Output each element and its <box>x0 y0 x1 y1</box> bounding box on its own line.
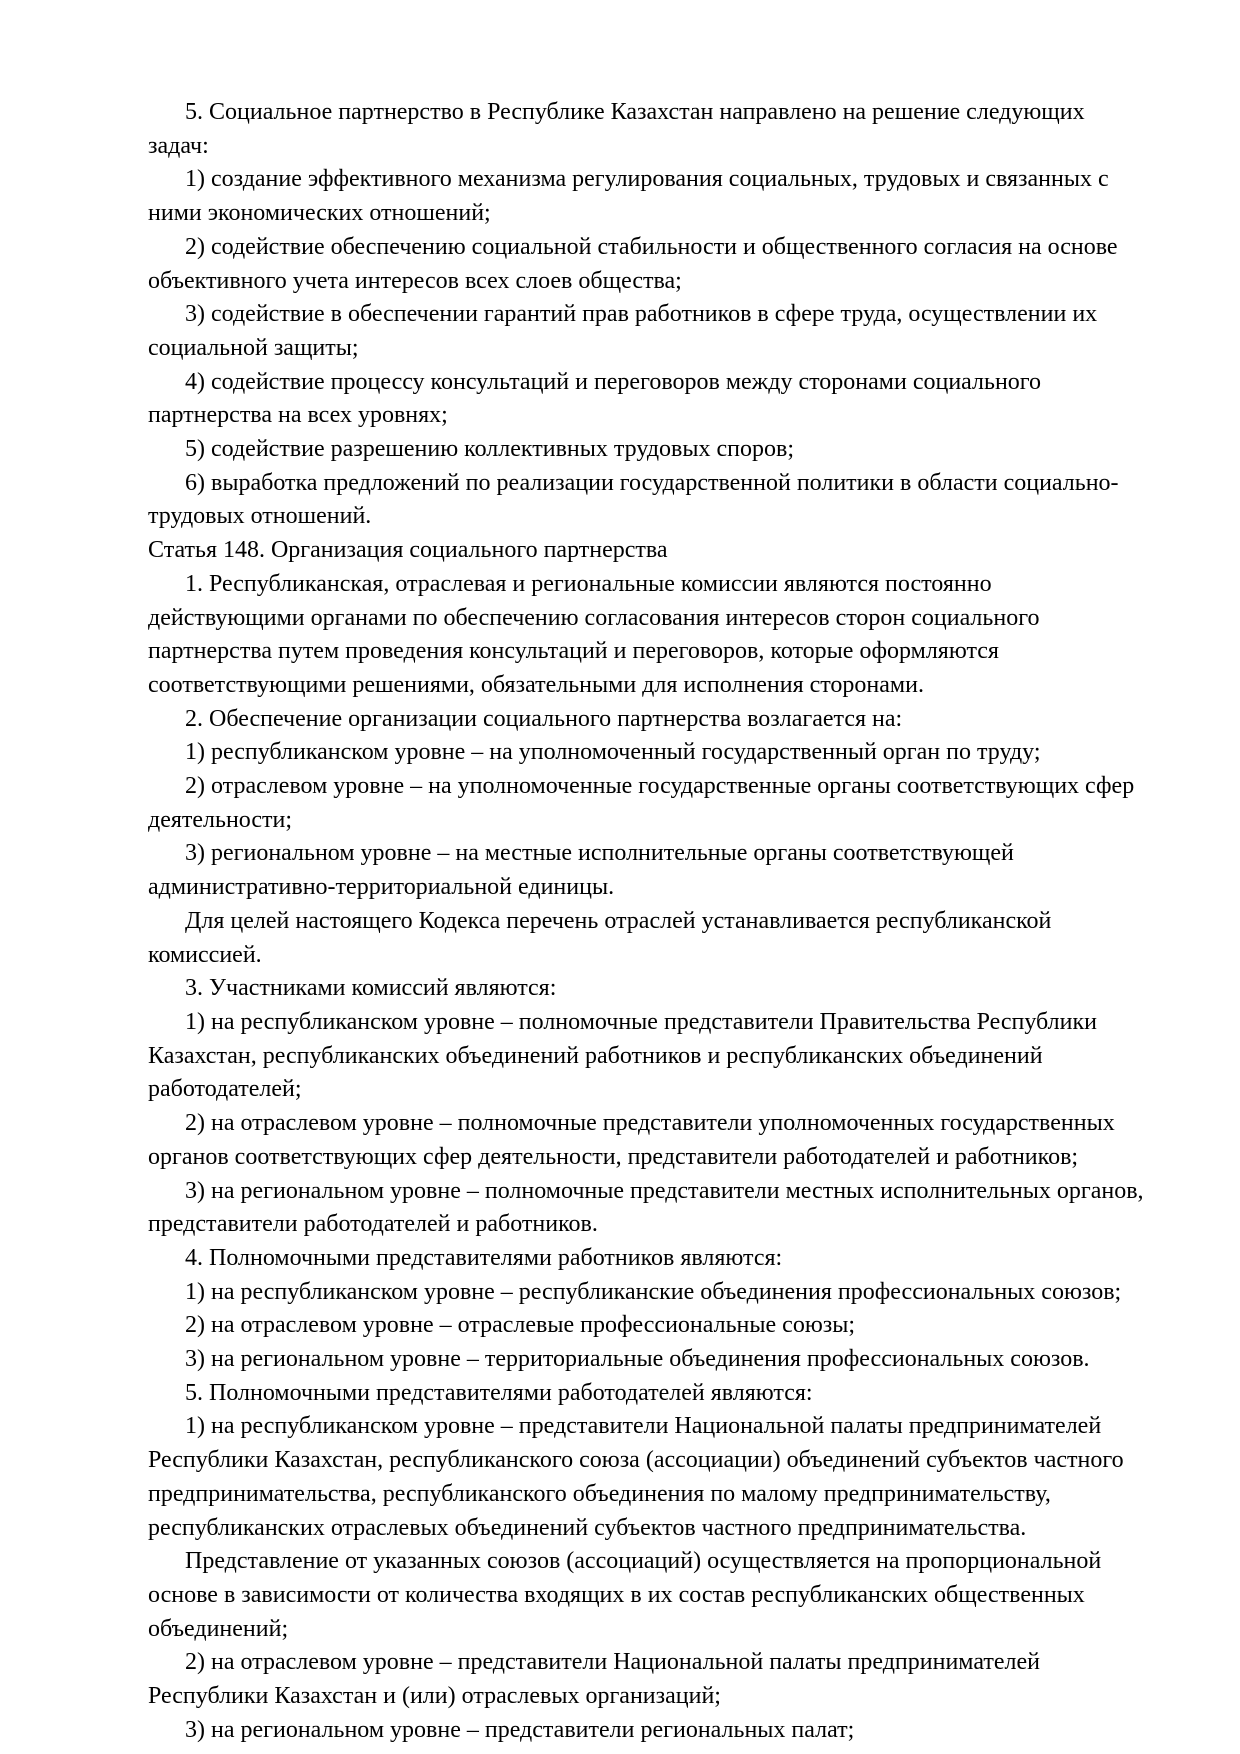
point-4-item-1: 1) на республиканском уровне – республиканские объединения профессиональных союзов; <box>185 1278 1122 1305</box>
article-148-point-2: 2. Обеспечение организации социального партнерства возлагается на: <box>185 705 903 732</box>
point-5-item-1-note: Представление от указанных союзов (ассоциаций) осуществляется на пропорциональной основе в зависимости от количества входящих в их состав республиканских общественных объединений; <box>148 1548 1102 1642</box>
point-2-item-1: 1) республиканском уровне – на уполномоченный государственный орган по труду; <box>185 739 1041 766</box>
point-2-item-2: 2) отраслевом уровне – на уполномоченные государственные органы соответствующих сфер деятельности; <box>148 773 1135 833</box>
point-3-item-2: 2) на отраслевом уровне – полномочные представители уполномоченных государственных органов соответствующих сфер деятельности, представители работодателей и работников; <box>148 1110 1115 1170</box>
article-148-point-4: 4. Полномочными представителями работников являются: <box>185 1244 783 1271</box>
document-text-block <box>148 96 1148 1747</box>
clause-5-tasks-intro: 5. Социальное партнерство в Республике Казахстан направлено на решение следующих задач: <box>148 99 1085 159</box>
point-2-note: Для целей настоящего Кодекса перечень отраслей устанавливается республиканской комиссией. <box>148 907 1052 968</box>
point-4-item-2: 2) на отраслевом уровне – отраслевые профессиональные союзы; <box>185 1312 856 1339</box>
article-148-point-1: 1. Республиканская, отраслевая и региональные комиссии являются постоянно действующими органами по обеспечению согласования интересов сторон социального партнерства путем проведения консультаций и переговоров, которые оформляются соответствующими решениями, обязательными для исполнения сторонами. <box>148 570 1040 698</box>
point-5-item-2: 2) на отраслевом уровне – представители Национальной палаты предпринимателей Республики Казахстан и (или) отраслевых организаций; <box>148 1649 1040 1710</box>
point-5-item-3: 3) на региональном уровне – представители региональных палат; <box>185 1716 855 1743</box>
task-item-1: 1) создание эффективного механизма регулирования социальных, трудовых и связанных с ними экономических отношений; <box>148 166 1109 227</box>
point-3-item-1: 1) на республиканском уровне – полномочные представители Правительства Республики Казахстан, республиканских объединений работников и республиканских объединений работодателей; <box>148 1008 1097 1103</box>
task-item-2: 2) содействие обеспечению социальной стабильности и общественного согласия на основе объективного учета интересов всех слоев общества; <box>148 233 1118 294</box>
article-148-point-5: 5. Полномочными представителями работодателей являются: <box>185 1379 813 1406</box>
task-item-3: 3) содействие в обеспечении гарантий прав работников в сфере труда, осуществлении их социальной защиты; <box>148 301 1098 361</box>
article-148-heading: Статья 148. Организация социального партнерства <box>148 537 668 564</box>
point-3-item-3: 3) на региональном уровне – полномочные представители местных исполнительных органов, представители работодателей и работников. <box>148 1177 1144 1238</box>
point-4-item-3: 3) на региональном уровне – территориальные объединения профессиональных союзов. <box>185 1346 1090 1373</box>
article-148-point-3: 3. Участниками комиссий являются: <box>185 975 557 1002</box>
point-5-item-1: 1) на республиканском уровне – представители Национальной палаты предпринимателей Республики Казахстан, республиканского союза (ассоциации) объединений субъектов частного предпринимательства, республиканского объединения по малому предпринимательству, республиканских отраслевых объединений субъектов частного предпринимательства. <box>148 1413 1124 1541</box>
task-item-4: 4) содействие процессу консультаций и переговоров между сторонами социального партнерства на всех уровнях; <box>148 368 1042 429</box>
point-2-item-3: 3) региональном уровне – на местные исполнительные органы соответствующей административно-территориальной единицы. <box>148 840 1014 901</box>
task-item-6: 6) выработка предложений по реализации государственной политики в области социально-трудовых отношений. <box>148 469 1119 530</box>
task-item-5: 5) содействие разрешению коллективных трудовых споров; <box>185 436 794 463</box>
